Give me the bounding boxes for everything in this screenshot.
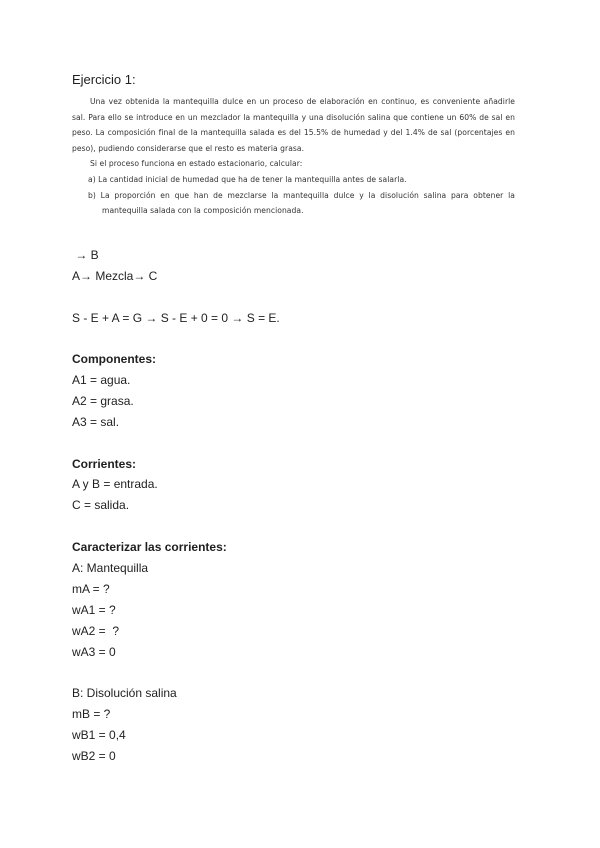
- question-b: b) La proporción en que han de mezclarse la mantequilla dulce y la disolución salina para obtener la mantequilla salada con la composición mencionada.: [88, 190, 515, 216]
- diagram-line-1: → B: [72, 248, 99, 262]
- exercise-statement: Una vez obtenida la mantequilla dulce en un proceso de elaboración en continuo, es conveniente añadirle sal. Para ello se introduce en un mezclador la mantequilla y una disolución salina que contiene un 60% de sal en peso. La composición final de la mantequilla salada es del 15.5% de humedad y del 1.4% de sal (porcentajes en peso), pudiendo considerarse que el resto es materia grasa.: [72, 97, 515, 153]
- exercise-title: Ejercicio 1:: [72, 72, 136, 87]
- componentes-heading: Componentes:: [72, 352, 156, 366]
- caracterizar-heading: Caracterizar las corrientes:: [72, 540, 227, 554]
- exercise-statement-image: [72, 94, 515, 219]
- exercise-intro: Si el proceso funciona en estado estacionario, calcular:: [90, 159, 303, 169]
- mass-balance-equation: S - E + A = G → S - E + 0 = 0 → S = E.: [72, 311, 280, 325]
- componente-item: A3 = sal.: [72, 415, 120, 429]
- question-a: a) La cantidad inicial de humedad que ha de tener la mantequilla antes de salarla.: [88, 174, 407, 184]
- stream-b-item: wB1 = 0,4: [72, 728, 126, 742]
- stream-a-label: A: Mantequilla: [72, 561, 149, 575]
- diagram-line-2: A→ Mezcla→ C: [72, 269, 158, 283]
- componente-item: A1 = agua.: [72, 373, 131, 387]
- stream-a-item: wA3 = 0: [72, 645, 116, 659]
- corrientes-heading: Corrientes:: [72, 457, 137, 471]
- corriente-item: A y B = entrada.: [72, 477, 158, 491]
- componente-item: A2 = grasa.: [72, 394, 134, 408]
- stream-b-item: mB = ?: [72, 707, 111, 721]
- stream-a-item: wA1 = ?: [72, 603, 116, 617]
- corriente-item: C = salida.: [72, 498, 130, 512]
- stream-b-item: wB2 = 0: [72, 749, 116, 763]
- stream-b-label: B: Disolución salina: [72, 686, 177, 700]
- stream-a-item: mA = ?: [72, 582, 110, 596]
- stream-a-item: wA2 = ?: [72, 624, 120, 638]
